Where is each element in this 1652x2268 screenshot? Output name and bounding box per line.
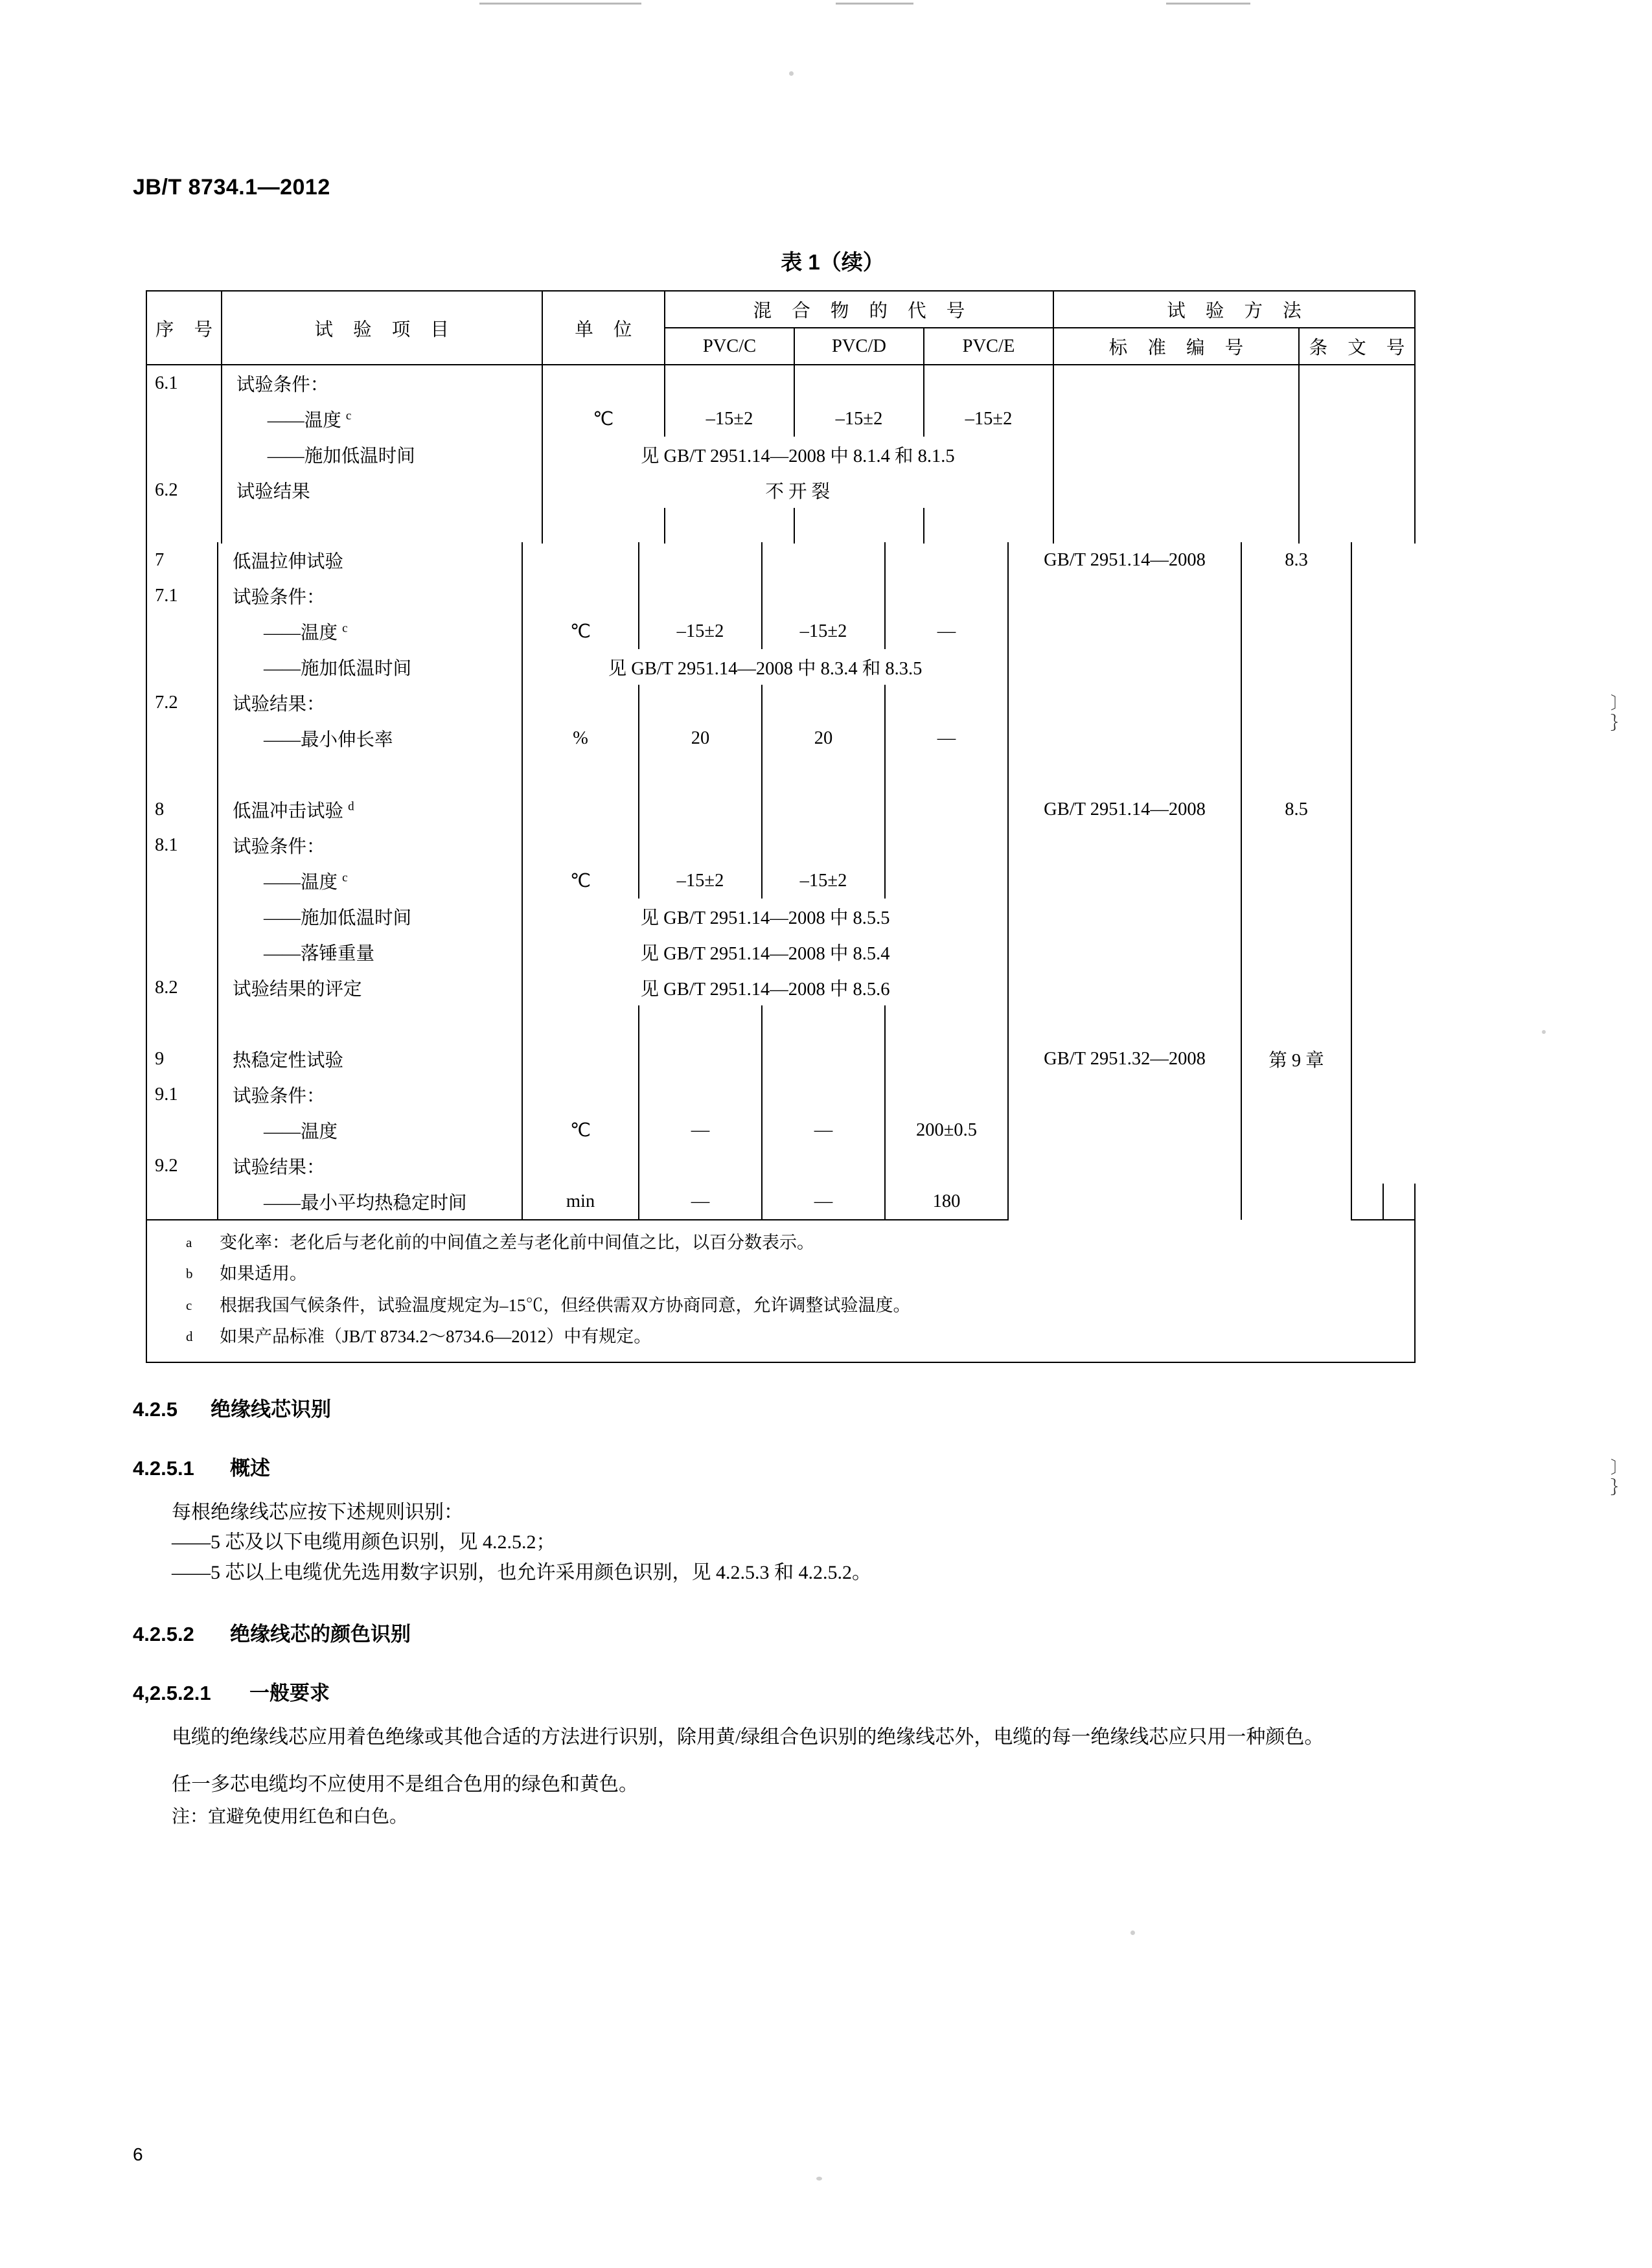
row-unit: ℃ [569, 621, 591, 642]
row-unit: % [573, 727, 588, 748]
row-no: 8.2 [155, 977, 178, 998]
row-no: 6.1 [155, 372, 178, 393]
row-item: 试验条件： [236, 375, 329, 395]
scan-mark [836, 3, 913, 5]
row-item: ——落锤重量 [264, 944, 375, 964]
header-pvc-d: PVC/D [832, 336, 886, 356]
section-title: 绝缘线芯识别 [211, 1397, 331, 1421]
row-no: 7.1 [155, 585, 178, 606]
paragraph-general-1: 电缆的绝缘线芯应用着色绝缘或其他合适的方法进行识别，除用黄/绿组合色识别的绝缘线芯外，电缆的每一绝缘线芯应只用一种颜色。 [172, 1726, 1324, 1748]
section-number: 4.2.5.1 [133, 1456, 194, 1480]
row-std: GB/T 2951.14—2008 [1044, 799, 1206, 819]
row-item: 试验结果 [236, 482, 310, 502]
row-span-value: 见 GB/T 2951.14—2008 中 8.5.6 [640, 979, 890, 1000]
row-clause: 8.3 [1285, 549, 1308, 570]
footnote-text: 如果产品标准（JB/T 8734.2～8734.6—2012）中有规定。 [220, 1327, 652, 1347]
row-value-d: –15±2 [835, 408, 883, 429]
scan-speckle [1542, 1030, 1546, 1034]
row-item: ——施加低温时间 [264, 908, 412, 928]
row-value-d: –15±2 [799, 870, 847, 891]
row-value-d: –15±2 [799, 621, 847, 641]
test-items-table [146, 290, 1416, 544]
row-item: 试验条件： [233, 588, 325, 608]
section-heading-4-2-5-1 [133, 1452, 1493, 1481]
margin-mark: 〕 ｝ [1610, 694, 1627, 733]
row-clause: 第 9 章 [1268, 1051, 1324, 1071]
row-unit: min [566, 1191, 595, 1211]
row-value-d: — [814, 1191, 833, 1211]
table-header-row-1 [146, 291, 1415, 328]
row-no: 8 [155, 799, 165, 819]
row-item: ——温度 $^c$ [264, 621, 348, 643]
row-item: 试验结果： [233, 694, 325, 715]
table-footnotes [146, 1220, 1416, 1363]
section-title: 绝缘线芯的颜色识别 [230, 1623, 411, 1646]
scan-mark [479, 3, 641, 5]
table-title: 表 1（续） [781, 250, 884, 274]
header-col-no: 序 号 [155, 319, 220, 340]
footnote-item [147, 1290, 1414, 1321]
section-title: 一般要求 [249, 1682, 330, 1705]
row-item: 低温拉伸试验 [233, 552, 344, 572]
row-item: ——施加低温时间 [264, 659, 412, 679]
row-value-e: –15±2 [965, 408, 1013, 429]
header-pvc-e: PVC/E [962, 336, 1015, 356]
row-item: 试验结果的评定 [233, 979, 362, 1000]
paragraph-general-2: 任一多芯电缆均不应使用不是组合色用的绿色和黄色。 [172, 1773, 638, 1795]
row-value-c: –15±2 [676, 621, 724, 641]
row-clause: 8.5 [1285, 799, 1308, 819]
table-row [146, 578, 1415, 613]
row-unit: ℃ [569, 1120, 591, 1141]
section-heading-4-2-5 [133, 1393, 1493, 1422]
footnote-text: 如果适用。 [220, 1264, 307, 1284]
scan-speckle [789, 71, 794, 76]
row-item: 试验结果： [233, 1158, 325, 1178]
row-value-d: 20 [814, 727, 833, 748]
row-value-c: –15±2 [706, 408, 753, 429]
row-item: 试验条件： [233, 837, 325, 857]
list-item-dash-1: ——5 芯及以下电缆用颜色识别，见 4.2.5.2； [172, 1531, 556, 1553]
header-col-unit: 单 位 [575, 319, 640, 340]
row-unit: ℃ [593, 409, 614, 430]
row-value-e: — [937, 727, 956, 748]
row-item: ——温度 $^c$ [264, 871, 348, 893]
table-row [146, 365, 1415, 401]
standard-code: JB/T 8734.1—2012 [133, 175, 330, 200]
row-span-value: 不 开 裂 [765, 482, 831, 502]
footnote-text: 根据我国气候条件，试验温度规定为–15℃，但经供需双方协商同意，允许调整试验温度。 [220, 1295, 911, 1315]
row-value-e: 180 [932, 1191, 961, 1211]
section-number: 4,2.5.2.1 [133, 1682, 211, 1705]
section-number: 4.2.5.2 [133, 1623, 194, 1646]
table-row [146, 827, 1415, 863]
scan-mark [1166, 3, 1250, 5]
row-item: ——温度 [264, 1122, 338, 1142]
section-heading-4-2-5-2-1 [133, 1677, 1493, 1706]
header-pvc-c: PVC/C [702, 336, 757, 356]
footnote-item [147, 1258, 1414, 1289]
row-span-value: 见 GB/T 2951.14—2008 中 8.3.4 和 8.3.5 [608, 659, 923, 679]
row-no: 8.1 [155, 834, 178, 855]
header-group-compound: 混 合 物 的 代 号 [753, 301, 973, 321]
row-unit: ℃ [569, 871, 591, 891]
margin-mark: 〕 ｝ [1610, 1458, 1627, 1498]
row-no: 6.2 [155, 479, 178, 500]
page-number: 6 [133, 2144, 143, 2164]
paragraph-rule-intro: 每根绝缘线芯应按下述规则识别： [172, 1501, 463, 1523]
page-content [133, 175, 1493, 1831]
footnote-item [147, 1227, 1414, 1258]
footnote-mark: d [186, 1329, 193, 1345]
row-item: 试验条件： [233, 1086, 325, 1106]
row-item: 热稳定性试验 [233, 1051, 344, 1071]
table-row [146, 1077, 1415, 1112]
row-value-c: — [691, 1119, 710, 1140]
header-std-no: 标 准 编 号 [1108, 338, 1252, 358]
row-value-e: — [937, 621, 956, 641]
table-row [146, 1041, 1415, 1077]
row-std: GB/T 2951.32—2008 [1044, 1048, 1206, 1069]
table-row [146, 792, 1415, 827]
row-value-c: — [691, 1191, 710, 1211]
section-heading-4-2-5-2 [133, 1618, 1493, 1647]
row-no: 9.2 [155, 1155, 178, 1176]
footnote-mark: a [186, 1235, 192, 1250]
header-clause-no: 条 文 号 [1309, 338, 1413, 358]
row-item: ——温度 $^c$ [267, 409, 352, 431]
footnote-text: 变化率：老化后与老化前的中间值之差与老化前中间值之比，以百分数表示。 [220, 1233, 814, 1252]
row-span-value: 见 GB/T 2951.14—2008 中 8.5.5 [640, 908, 890, 928]
row-value-e: 200±0.5 [915, 1119, 978, 1140]
test-items-table-part2 [146, 542, 1416, 1220]
row-no: 7 [155, 549, 165, 570]
row-no: 9 [155, 1048, 165, 1069]
section-number: 4.2.5 [133, 1397, 178, 1421]
row-span-value: 见 GB/T 2951.14—2008 中 8.5.4 [640, 944, 890, 964]
row-std: GB/T 2951.14—2008 [1044, 549, 1206, 570]
row-no: 9.1 [155, 1084, 178, 1105]
footnote-item [147, 1321, 1414, 1352]
row-span-value: 见 GB/T 2951.14—2008 中 8.1.4 和 8.1.5 [640, 446, 955, 466]
section-title: 概述 [230, 1456, 270, 1480]
row-item: ——最小伸长率 [264, 730, 393, 750]
row-item: 低温冲击试验 $^d$ [233, 799, 354, 821]
row-item: ——施加低温时间 [267, 446, 415, 466]
scan-speckle [816, 2177, 822, 2181]
scan-speckle [1130, 1930, 1135, 1935]
paragraph-note: 注：宜避免使用红色和白色。 [172, 1807, 408, 1827]
row-value-d: — [814, 1119, 833, 1140]
row-no: 7.2 [155, 692, 178, 713]
row-item: ——最小平均热稳定时间 [264, 1193, 467, 1213]
header-col-item: 试 验 项 目 [314, 319, 457, 340]
footnote-mark: b [186, 1266, 193, 1282]
list-item-dash-2: ——5 芯以上电缆优先选用数字识别，也允许采用颜色识别，见 4.2.5.3 和 4.2.5.2。 [172, 1561, 871, 1583]
row-value-c: –15±2 [676, 870, 724, 891]
footnote-mark: c [186, 1297, 192, 1313]
table-row [146, 542, 1415, 578]
row-value-c: 20 [691, 727, 710, 748]
header-group-method: 试 验 方 法 [1167, 301, 1309, 321]
